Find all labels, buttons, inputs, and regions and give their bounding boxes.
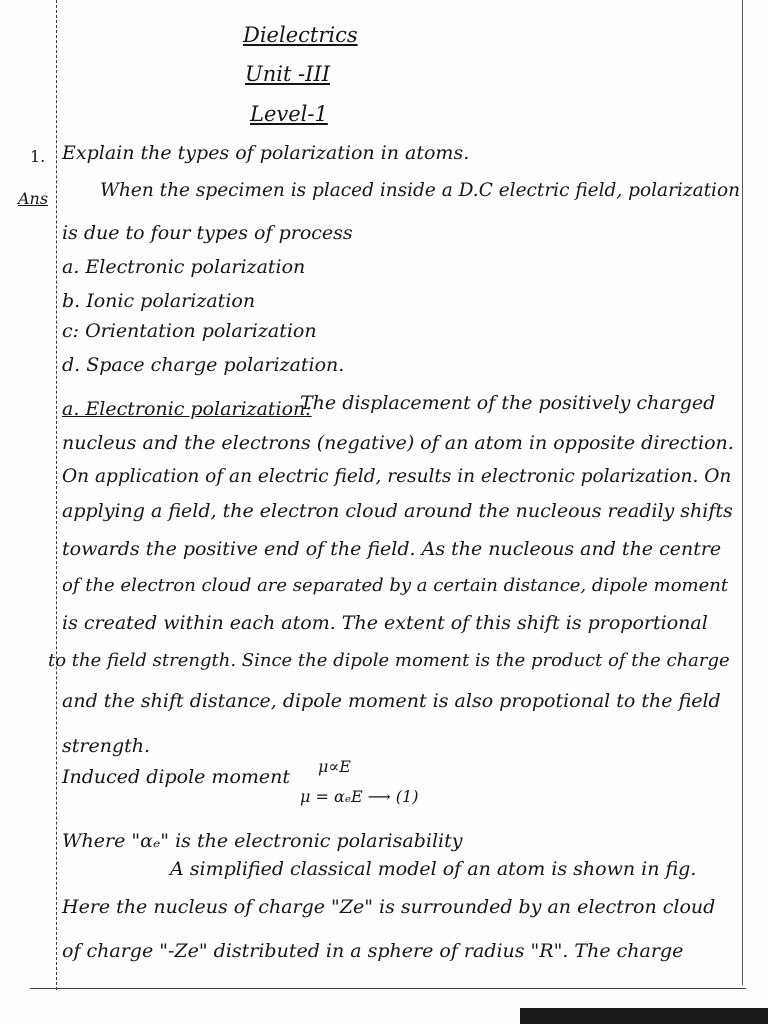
induced-dipole-label: Induced dipole moment	[62, 766, 291, 788]
body-line-8: nucleus and the electrons (negative) of an atom in opposite direction.	[62, 432, 734, 454]
scan-artifact	[520, 1008, 768, 1024]
body-line-13: is created within each atom. The extent of this shift is proportional	[62, 612, 708, 634]
answer-label: Ans	[18, 189, 49, 208]
body-line-22: of charge "-Ze" distributed in a sphere of radius "R". The charge	[62, 940, 684, 962]
unit-label: Unit -III	[245, 62, 331, 86]
proportionality-equation: μ∝E	[318, 757, 351, 776]
page-bottom-line	[30, 988, 746, 989]
answer-line-2: is due to four types of process	[62, 222, 353, 244]
body-line-10: applying a field, the electron cloud around the nucleous readily shifts	[62, 500, 733, 522]
question-text: Explain the types of polarization in atoms.	[62, 142, 470, 164]
body-line-7: The displacement of the positively charged	[300, 392, 716, 414]
body-line-11: towards the positive end of the field. As the nucleous and the centre	[62, 538, 722, 560]
section-heading-electronic: a. Electronic polarization:	[62, 398, 312, 420]
body-line-14: to the field strength. Since the dipole moment is the product of the charge	[48, 650, 730, 671]
list-item-ionic: b. Ionic polarization	[62, 290, 256, 312]
answer-line-1: When the specimen is placed inside a D.C electric field, polarization	[100, 180, 741, 201]
body-line-9: On application of an electric field, results in electronic polarization. On	[62, 466, 732, 487]
body-line-12: of the electron cloud are separated by a certain distance, dipole moment	[62, 575, 729, 596]
margin-line	[56, 0, 57, 990]
polarisability-definition: Where "αₑ" is the electronic polarisability	[62, 830, 463, 852]
body-line-21: Here the nucleus of charge "Ze" is surrounded by an electron cloud	[62, 896, 716, 918]
dipole-moment-equation: μ = αₑE ⟶ (1)	[300, 787, 419, 806]
page-right-edge	[742, 0, 743, 985]
body-line-20: A simplified classical model of an atom is shown in fig.	[170, 858, 697, 880]
body-line-15: and the shift distance, dipole moment is also propotional to the field	[62, 690, 721, 712]
list-item-space-charge: d. Space charge polarization.	[62, 354, 345, 376]
list-item-orientation: c: Orientation polarization	[62, 320, 317, 342]
list-item-electronic: a. Electronic polarization	[62, 256, 306, 278]
question-number: 1.	[30, 147, 46, 166]
body-line-16: strength.	[62, 735, 151, 757]
level-label: Level-1	[250, 102, 328, 126]
page-title: Dielectrics	[243, 23, 358, 47]
